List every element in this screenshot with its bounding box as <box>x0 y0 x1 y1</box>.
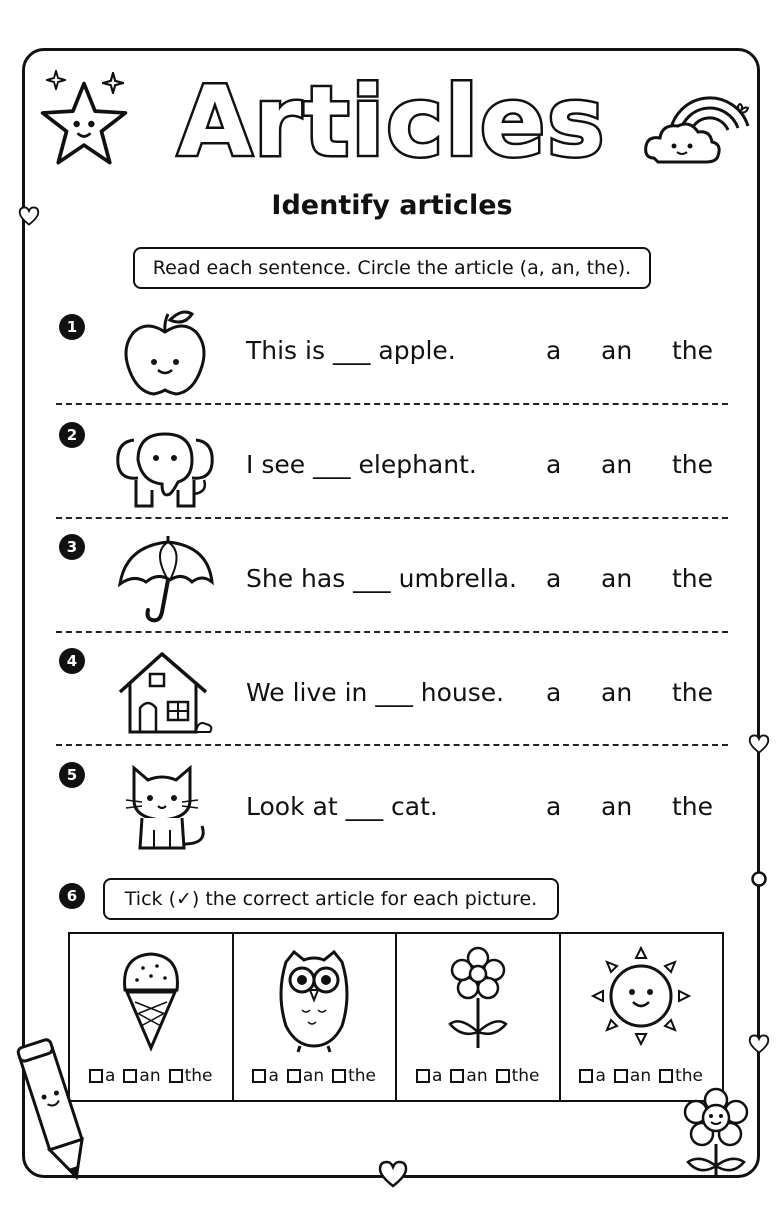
sun-icon <box>589 944 693 1048</box>
choice-a[interactable]: a <box>546 336 562 365</box>
row-divider <box>56 517 728 519</box>
item-number: 3 <box>59 534 85 560</box>
tick-options <box>561 1066 723 1086</box>
row-divider <box>56 631 728 633</box>
choice-a[interactable]: a <box>546 792 562 821</box>
choice-a[interactable]: a <box>546 450 562 479</box>
heart-icon <box>18 206 40 226</box>
owl-icon <box>272 944 356 1056</box>
house-icon <box>112 646 218 742</box>
row-divider <box>56 403 728 405</box>
heart-icon <box>748 1034 770 1054</box>
tick-instruction-box <box>103 878 559 920</box>
option-label: a <box>431 1066 443 1086</box>
choice-the[interactable]: the <box>672 678 714 707</box>
row-divider <box>56 744 728 746</box>
checkbox[interactable] <box>287 1069 301 1083</box>
tick-option-an[interactable] <box>450 1066 487 1086</box>
checkbox[interactable] <box>252 1069 266 1083</box>
option-label: an <box>466 1066 488 1086</box>
choice-a[interactable]: a <box>546 564 562 593</box>
option-label: the <box>511 1066 540 1086</box>
item-number: 1 <box>59 314 85 340</box>
checkbox[interactable] <box>450 1069 464 1083</box>
exercise-row <box>0 528 784 642</box>
item-number: 4 <box>59 648 85 674</box>
item-number: 6 <box>59 883 85 909</box>
worksheet-title: Articles <box>177 66 607 178</box>
option-label: the <box>348 1066 377 1086</box>
item-number: 5 <box>59 762 85 788</box>
tick-cell <box>397 934 561 1100</box>
sentence-text: I see ___ elephant. <box>246 450 477 479</box>
choice-a[interactable]: a <box>546 678 562 707</box>
heart-icon <box>378 1160 408 1188</box>
worksheet-subtitle: Identify articles <box>271 190 513 221</box>
tick-option-the[interactable] <box>169 1066 213 1086</box>
option-label: an <box>139 1066 161 1086</box>
tick-instruction-text: Tick (✓) the correct article for each picture. <box>124 888 538 910</box>
sentence-text: This is ___ apple. <box>246 336 456 365</box>
tick-option-an[interactable] <box>614 1066 651 1086</box>
pencil-icon <box>16 1036 96 1186</box>
option-label: a <box>104 1066 116 1086</box>
tick-option-an[interactable] <box>123 1066 160 1086</box>
tick-option-the[interactable] <box>496 1066 540 1086</box>
sentence-text: Look at ___ cat. <box>246 792 438 821</box>
option-label: a <box>595 1066 606 1086</box>
smiling-flower-icon <box>676 1086 756 1182</box>
checkbox[interactable] <box>659 1069 673 1083</box>
exercise-row <box>0 414 784 528</box>
option-label: the <box>675 1066 704 1086</box>
option-label: the <box>184 1066 213 1086</box>
option-label: a <box>268 1066 279 1086</box>
exercise-row <box>0 300 784 414</box>
exercise-row <box>0 756 784 870</box>
choice-an[interactable]: an <box>601 678 633 707</box>
heart-icon <box>748 734 770 754</box>
option-label: an <box>629 1066 652 1086</box>
ice-cream-icon <box>111 944 191 1056</box>
sentence-text: We live in ___ house. <box>246 678 505 707</box>
checkbox[interactable] <box>579 1069 593 1083</box>
checkbox[interactable] <box>332 1069 346 1083</box>
sentence-text: She has ___ umbrella. <box>246 564 517 593</box>
tick-option-a[interactable] <box>579 1066 605 1086</box>
checkbox[interactable] <box>614 1069 628 1083</box>
tick-cell <box>234 934 398 1100</box>
tick-options <box>397 1066 559 1086</box>
exercise-row <box>0 642 784 756</box>
choice-the[interactable]: the <box>672 792 714 821</box>
checkbox[interactable] <box>416 1069 430 1083</box>
circle-dot-icon <box>750 870 768 888</box>
instruction-text: Read each sentence. Circle the article (a, an, the). <box>152 257 632 279</box>
tick-options <box>234 1066 396 1086</box>
tick-option-a[interactable] <box>416 1066 442 1086</box>
choice-an[interactable]: an <box>601 792 633 821</box>
choice-the[interactable]: the <box>672 450 714 479</box>
umbrella-icon <box>112 532 218 628</box>
choice-the[interactable]: the <box>672 564 714 593</box>
choice-an[interactable]: an <box>601 336 633 365</box>
apple-icon <box>112 306 218 402</box>
checkbox[interactable] <box>123 1069 137 1083</box>
choice-an[interactable]: an <box>601 450 633 479</box>
checkbox[interactable] <box>496 1069 510 1083</box>
instruction-box <box>133 247 651 289</box>
option-label: an <box>302 1066 325 1086</box>
cat-icon <box>112 760 218 856</box>
item-number: 2 <box>59 422 85 448</box>
choice-an[interactable]: an <box>601 564 633 593</box>
elephant-icon <box>112 420 218 516</box>
tick-option-a[interactable] <box>252 1066 278 1086</box>
flower-icon <box>438 944 518 1056</box>
tick-grid <box>68 932 724 1102</box>
choice-the[interactable]: the <box>672 336 714 365</box>
tick-option-the[interactable] <box>659 1066 703 1086</box>
checkbox[interactable] <box>169 1069 183 1083</box>
tick-cell <box>561 934 723 1100</box>
tick-option-an[interactable] <box>287 1066 324 1086</box>
tick-option-the[interactable] <box>332 1066 376 1086</box>
